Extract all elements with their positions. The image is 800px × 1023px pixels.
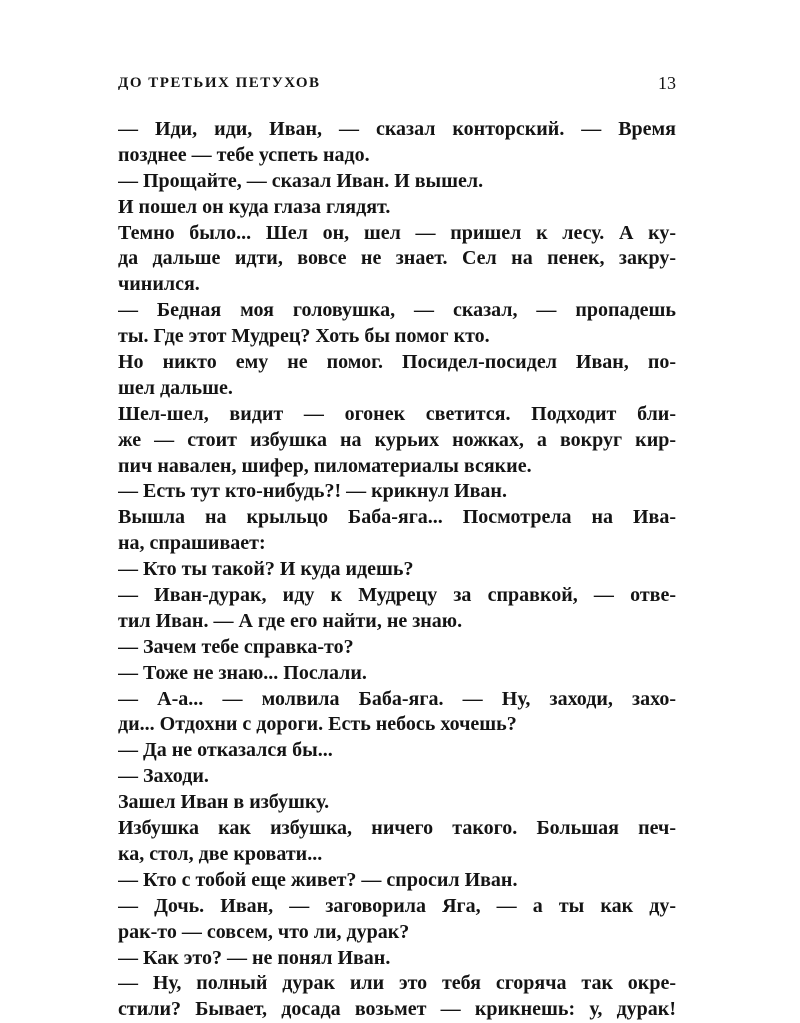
text-line: Темно было... Шел он, шел — пришел к лесу. А ку- [118, 221, 676, 244]
page-number: 13 [658, 73, 676, 93]
text-line: — Тоже не знаю... Послали. [118, 661, 367, 684]
text-line: Вышла на крыльцо Баба-яга... Посмотрела на Ива- [118, 506, 676, 529]
text-line: — А-а... — молвила Баба-яга. — Ну, заходи, захо- [118, 687, 676, 710]
text-line: — Иван-дурак, иду к Мудрецу за справкой, — отве- [118, 584, 676, 607]
text-line: на, спрашивает: [118, 532, 266, 555]
text-line: позднее — тебе успеть надо. [118, 143, 370, 166]
text-line: чинился. [118, 273, 200, 296]
text-line: — Ну, полный дурак или это тебя сгоряча так окре- [118, 972, 676, 995]
text-line: И пошел он куда глаза глядят. [118, 195, 391, 218]
text-line: Шел-шел, видит — огонек светится. Подходит бли- [118, 402, 676, 425]
text-line: шел дальше. [118, 376, 233, 399]
text-line: — Да не отказался бы... [118, 739, 333, 762]
text-line: Зашел Иван в избушку. [118, 791, 330, 814]
text-line: ди... Отдохни с дороги. Есть небось хочешь? [118, 713, 517, 736]
text-line: — Дочь. Иван, — заговорила Яга, — а ты как ду- [118, 894, 676, 917]
text-line: да дальше идти, вовсе не знает. Сел на пенек, закру- [118, 247, 676, 270]
text-line: — Заходи. [118, 765, 209, 788]
text-line: ка, стол, две кровати... [118, 842, 323, 865]
running-header [118, 68, 676, 98]
text-line: — Бедная моя головушка, — сказал, — пропадешь [118, 299, 676, 322]
text-line: тил Иван. — А где его найти, не знаю. [118, 609, 463, 632]
text-line: Избушка как избушка, ничего такого. Большая печ- [118, 817, 676, 840]
text-line: — Зачем тебе справка-то? [118, 635, 354, 658]
running-title: ДО ТРЕТЬИХ ПЕТУХОВ [118, 75, 321, 91]
text-line: — Кто ты такой? И куда идешь? [118, 558, 414, 581]
text-line: — Кто с тобой еще живет? — спросил Иван. [118, 868, 518, 891]
text-line: же — стоит избушка на курьих ножках, а вокруг кир- [118, 428, 676, 451]
text-line: стили? Бывает, досада возьмет — крикнешь: у, дурак! [118, 998, 676, 1021]
text-line: рак-то — совсем, что ли, дурак? [118, 920, 410, 943]
text-line: — Есть тут кто-нибудь?! — крикнул Иван. [118, 480, 507, 503]
text-line: — Как это? — не понял Иван. [118, 946, 391, 969]
text-line: — Прощайте, — сказал Иван. И вышел. [118, 169, 484, 192]
text-line: Но никто ему не помог. Посидел-посидел Иван, по- [118, 351, 676, 374]
text-body [118, 117, 676, 1023]
text-line: пич навален, шифер, пиломатериалы всякие. [118, 454, 532, 477]
text-line: — Иди, иди, Иван, — сказал конторский. — Время [118, 118, 676, 140]
text-line: ты. Где этот Мудрец? Хоть бы помог кто. [118, 325, 490, 348]
